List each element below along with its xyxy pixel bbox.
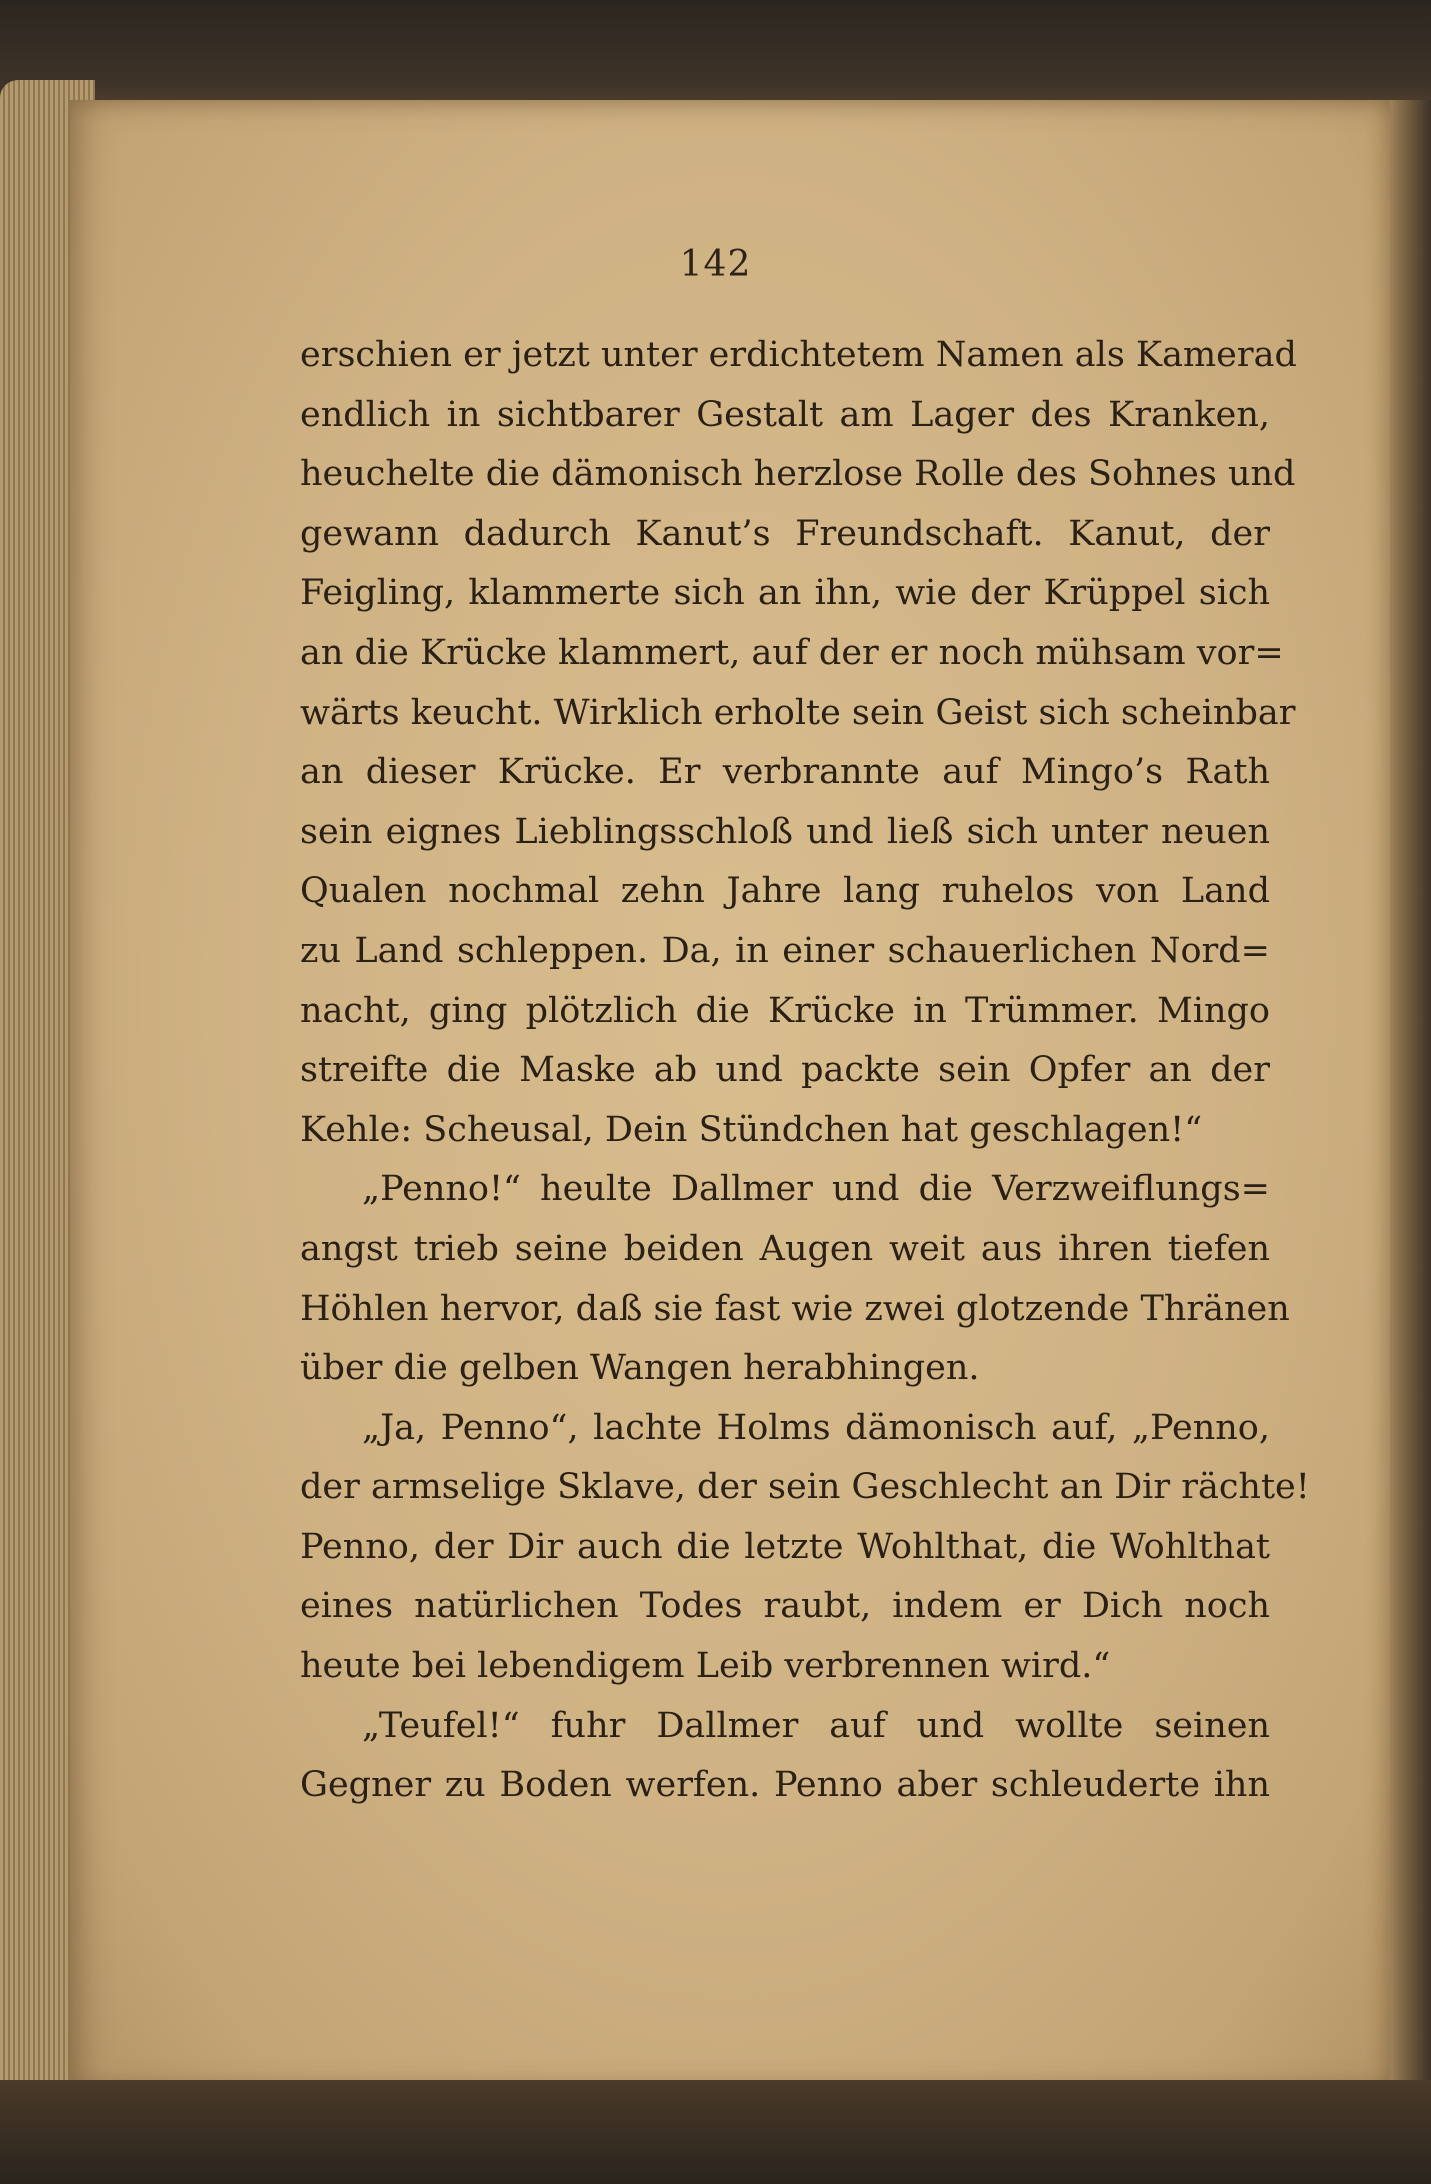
text-line: an dieser Krücke. Er verbrannte auf Mingo’s Rath — [300, 752, 1270, 793]
text-line: über die gelben Wangen herabhingen. — [300, 1348, 980, 1389]
page-edge-right — [1385, 100, 1431, 2100]
text-line: der armselige Sklave, der sein Geschlecht an Dir rächte! — [300, 1467, 1310, 1508]
body-text — [300, 326, 1310, 1816]
text-line: „Penno!“ heulte Dallmer und die Verzweiflungs= — [362, 1169, 1270, 1210]
text-line: Feigling, klammerte sich an ihn, wie der Krüppel sich — [300, 573, 1270, 614]
text-line: heute bei lebendigem Leib verbrennen wird.“ — [300, 1646, 1111, 1687]
text-line: an die Krücke klammert, auf der er noch mühsam vor= — [300, 632, 1284, 673]
text-line: heuchelte die dämonisch herzlose Rolle des Sohnes und — [300, 454, 1296, 495]
text-line: Penno, der Dir auch die letzte Wohlthat, die Wohlthat — [300, 1526, 1270, 1567]
text-line: endlich in sichtbarer Gestalt am Lager des Kranken, — [300, 394, 1270, 435]
text-line: sein eignes Lieblingsschloß und ließ sich unter neuen — [300, 811, 1270, 852]
text-line: eines natürlichen Todes raubt, indem er Dich noch — [300, 1586, 1270, 1627]
text-line: Kehle: Scheusal, Dein Stündchen hat geschlagen!“ — [300, 1109, 1203, 1150]
text-line: angst trieb seine beiden Augen weit aus ihren tiefen — [300, 1228, 1270, 1269]
text-line: Qualen nochmal zehn Jahre lang ruhelos von Land — [300, 871, 1270, 912]
text-line: zu Land schleppen. Da, in einer schauerlichen Nord= — [300, 930, 1270, 971]
text-line: gewann dadurch Kanut’s Freundschaft. Kanut, der — [300, 513, 1270, 554]
text-line: erschien er jetzt unter erdichtetem Namen als Kamerad — [300, 335, 1297, 375]
page-number: 142 — [679, 244, 752, 285]
text-line: nacht, ging plötzlich die Krücke in Trümmer. Mingo — [300, 990, 1270, 1031]
text-line: Höhlen hervor, daß sie fast wie zwei glotzende Thränen — [300, 1288, 1290, 1329]
text-line: Gegner zu Boden werfen. Penno aber schleuderte ihn — [300, 1765, 1270, 1806]
text-line: „Teufel!“ fuhr Dallmer auf und wollte seinen — [362, 1705, 1270, 1746]
text-line: wärts keucht. Wirklich erholte sein Geist sich scheinbar — [300, 692, 1296, 733]
text-line: streifte die Maske ab und packte sein Opfer an der — [300, 1050, 1270, 1091]
book-cover-bottom — [0, 2080, 1431, 2184]
text-line: „Ja, Penno“, lachte Holms dämonisch auf, „Penno, — [362, 1407, 1270, 1448]
